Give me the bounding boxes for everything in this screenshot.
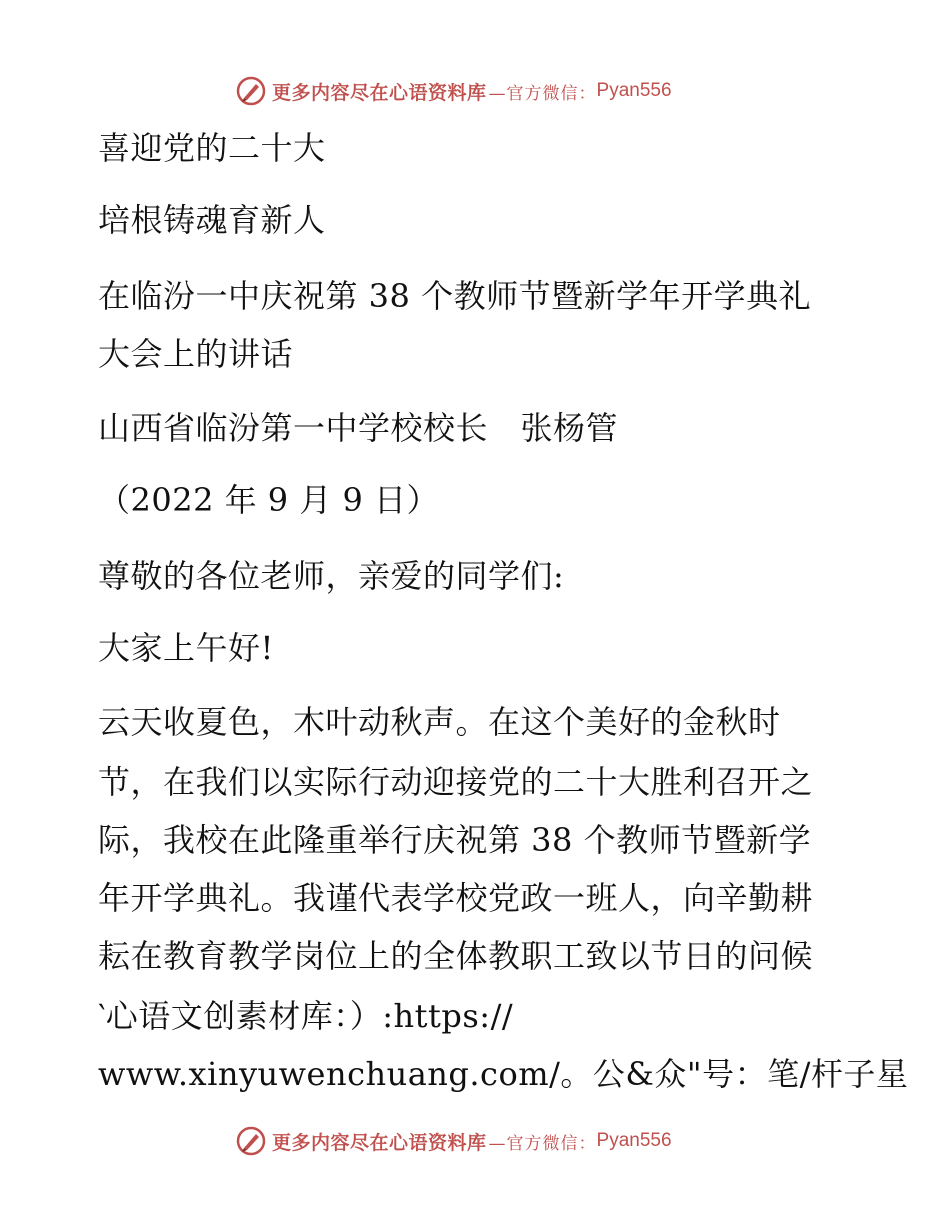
footer-watermark-banner [236,1124,672,1158]
banner-main-text: 更多内容尽在心语资料库 [272,81,487,104]
banner-wechat-id: Pyan556 [596,80,672,101]
body-paragraph-line: 云天收夏色，木叶动秋声。在这个美好的金秋时 [98,703,781,741]
date-line: （2022 年 9 月 9 日） [98,481,440,519]
body-paragraph-line: 耘在教育教学岗位上的全体教职工致以节日的问候 [98,937,814,975]
body-paragraph-line: 际，我校在此隆重举行庆祝第 38 个教师节暨新学 [98,821,812,859]
banner-wechat-id: Pyan556 [596,1130,672,1151]
body-paragraph-line: www.xinyuwenchuang.com/。公&众"号：笔/杆子星 [98,1055,909,1093]
salutation-line: 尊敬的各位老师，亲爱的同学们: [98,557,565,595]
body-paragraph-line: 节，在我们以实际行动迎接党的二十大胜利召开之 [98,763,814,801]
speech-occasion-line-1: 在临汾一中庆祝第 38 个教师节暨新学年开学典礼 [98,277,812,315]
body-paragraph-line: 年开学典礼。我谨代表学校党政一班人，向辛勤耕 [98,879,814,917]
doc-title: 喜迎党的二十大 [98,129,326,167]
speech-occasion-line-2: 大会上的讲话 [98,335,294,373]
pen-logo-icon [236,76,266,106]
doc-subtitle: 培根铸魂育新人 [98,201,326,239]
banner-sub-text: —官方微信： [488,83,597,104]
speaker-line: 山西省临汾第一中学校校长 张杨管 [98,409,619,447]
body-paragraph-line: ‵心语文创素材库：）:https:// [98,997,514,1035]
banner-main-text: 更多内容尽在心语资料库 [272,1131,487,1154]
greeting-line: 大家上午好! [98,629,274,667]
header-watermark-banner [236,74,672,108]
pen-logo-icon [236,1126,266,1156]
banner-sub-text: —官方微信： [488,1133,597,1154]
